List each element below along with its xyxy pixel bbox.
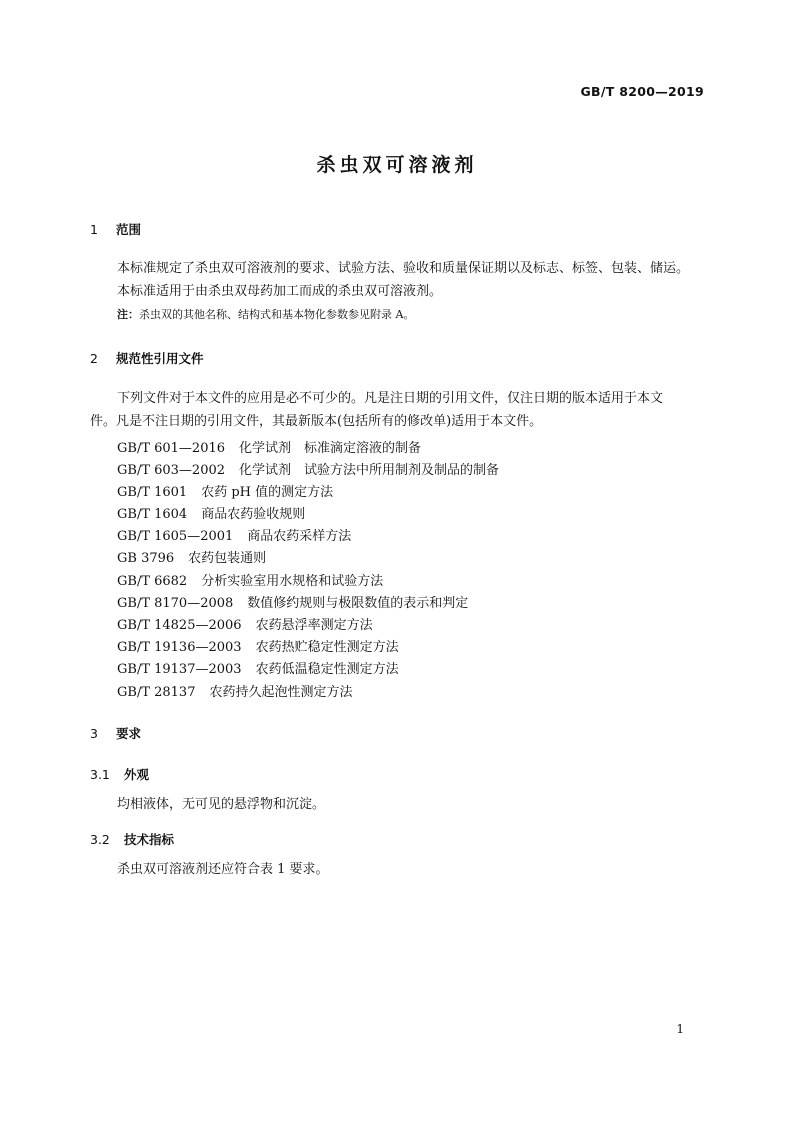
reference-code: GB/T 1605—2001 — [117, 529, 234, 544]
reference-item — [117, 614, 373, 633]
section-title: 规范性引用文件 — [116, 351, 204, 366]
document-title: 杀虫双可溶液剂 — [316, 154, 478, 176]
scope-paragraph-2: 本标准适用于由杀虫双母药加工而成的杀虫双可溶液剂。 — [117, 284, 443, 299]
appearance-paragraph: 均相液体，无可见的悬浮物和沉淀。 — [117, 797, 326, 812]
reference-title: 商品农药验收规则 — [201, 507, 306, 522]
section-title: 技术指标 — [124, 832, 175, 847]
reference-title: 化学试剂 试验方法中所用制剂及制品的制备 — [239, 463, 500, 478]
reference-title: 数值修约规则与极限数值的表示和判定 — [247, 596, 469, 611]
standard-code: GB/T 8200—2019 — [580, 84, 704, 99]
reference-title: 农药包装通则 — [188, 551, 267, 566]
reference-code: GB/T 8170—2008 — [117, 596, 234, 611]
reference-title: 农药悬浮率测定方法 — [255, 618, 373, 633]
reference-item — [117, 525, 351, 544]
section-title: 要求 — [116, 726, 142, 741]
reference-item — [117, 459, 499, 478]
reference-title: 农药持久起泡性测定方法 — [209, 685, 353, 700]
reference-title: 农药热贮稳定性测定方法 — [255, 640, 399, 655]
section-3-2-heading — [90, 830, 174, 848]
section-number: 1 — [90, 222, 98, 237]
reference-code: GB 3796 — [117, 551, 175, 566]
note-text: 杀虫双的其他名称、结构式和基本物化参数参见附录 A。 — [139, 308, 415, 321]
reference-code: GB/T 19137—2003 — [117, 662, 242, 677]
reference-code: GB/T 14825—2006 — [117, 618, 242, 633]
reference-title: 化学试剂 标准滴定溶液的制备 — [239, 441, 422, 456]
references-intro-line-1: 下列文件对于本文件的应用是必不可少的。凡是注日期的引用文件，仅注日期的版本适用于本文 — [117, 391, 664, 406]
note-label: 注： — [117, 308, 139, 321]
reference-title: 分析实验室用水规格和试验方法 — [201, 574, 384, 589]
reference-item — [117, 636, 399, 655]
section-number: 2 — [90, 351, 98, 366]
reference-item — [117, 681, 353, 700]
section-title: 范围 — [116, 222, 142, 237]
reference-code: GB/T 601—2016 — [117, 441, 226, 456]
section-2-heading — [90, 349, 204, 367]
section-3-heading — [90, 724, 141, 742]
reference-title: 农药低温稳定性测定方法 — [255, 662, 399, 677]
reference-item — [117, 503, 305, 522]
reference-item — [117, 481, 333, 500]
scope-note — [117, 306, 414, 322]
reference-code: GB/T 1601 — [117, 485, 188, 500]
reference-item — [117, 570, 383, 589]
section-3-1-heading — [90, 765, 149, 783]
technical-index-paragraph: 杀虫双可溶液剂还应符合表 1 要求。 — [117, 862, 329, 877]
references-intro-line-2: 件。凡是不注日期的引用文件，其最新版本(包括所有的修改单)适用于本文件。 — [90, 414, 543, 429]
reference-item — [117, 547, 266, 566]
reference-code: GB/T 6682 — [117, 574, 188, 589]
section-1-heading — [90, 220, 141, 238]
reference-item — [117, 437, 421, 456]
section-number: 3.2 — [90, 832, 110, 847]
page-number: 1 — [676, 1022, 684, 1036]
reference-title: 商品农药采样方法 — [247, 529, 352, 544]
reference-code: GB/T 28137 — [117, 685, 196, 700]
reference-item — [117, 592, 468, 611]
reference-title: 农药 pH 值的测定方法 — [201, 485, 334, 500]
reference-item — [117, 658, 399, 677]
section-number: 3.1 — [90, 767, 110, 782]
reference-code: GB/T 603—2002 — [117, 463, 226, 478]
section-title: 外观 — [124, 767, 150, 782]
reference-code: GB/T 19136—2003 — [117, 640, 242, 655]
scope-paragraph-1: 本标准规定了杀虫双可溶液剂的要求、试验方法、验收和质量保证期以及标志、标签、包装、储运。 — [117, 261, 690, 276]
section-number: 3 — [90, 726, 98, 741]
reference-code: GB/T 1604 — [117, 507, 188, 522]
